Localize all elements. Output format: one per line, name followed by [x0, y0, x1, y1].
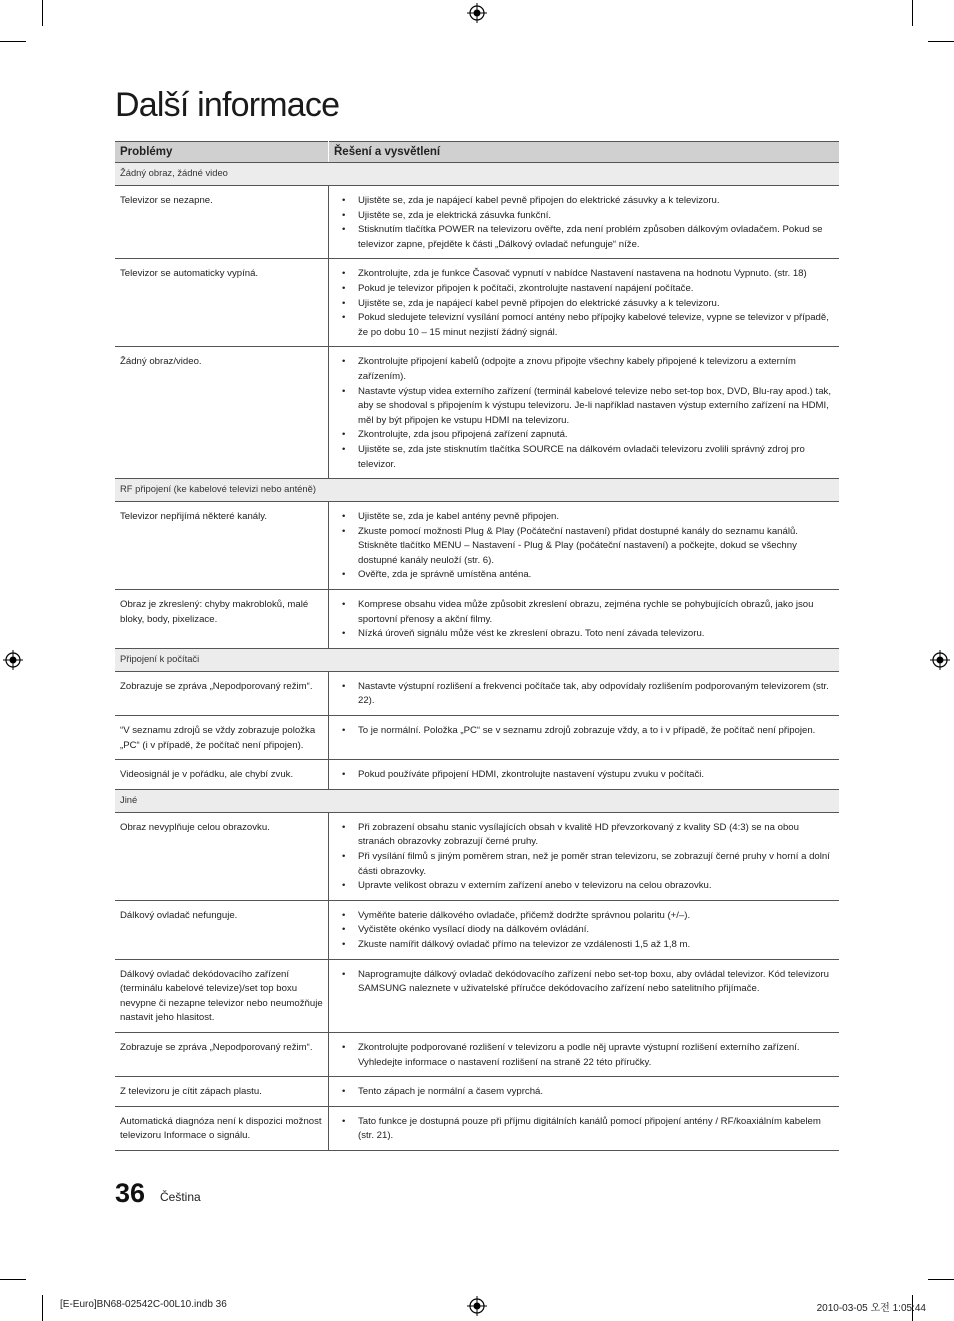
section-row: [115, 789, 839, 812]
section-row: [115, 648, 839, 671]
problem-cell: Dálkový ovladač dekódovacího zařízení (terminálu kabelové televize)/set top boxu nevypne či nezapne televizor nebo neumožňuje nastavit jeho hlasitost.: [115, 959, 329, 1032]
crop-mark: [0, 41, 26, 42]
solution-cell: [329, 959, 840, 1032]
registration-mark-icon: [467, 1296, 487, 1316]
problem-cell: Z televizoru je cítit zápach plastu.: [115, 1077, 329, 1107]
solution-cell: [329, 671, 840, 715]
solution-list: [334, 510, 834, 583]
problem-cell: Televizor se nezapne.: [115, 186, 329, 259]
section-heading: Připojení k počítači: [115, 648, 839, 671]
problem-cell: Videosignál je v pořádku, ale chybí zvuk.: [115, 760, 329, 790]
solution-cell: [329, 1106, 840, 1150]
solution-cell: [329, 760, 840, 790]
list-item: • Zkuste namířit dálkový ovladač přímo na televizor ze vzdálenosti 1,5 až 1,8 m.: [334, 938, 834, 953]
problem-cell: Televizor se automaticky vypíná.: [115, 259, 329, 347]
registration-mark-icon: [3, 650, 23, 670]
list-item: • Při vysílání filmů s jiným poměrem stran, než je poměr stran televizoru, se zobrazují černé pruhy v horní a dolní části obrazovky.: [334, 850, 834, 879]
list-item: • Nastavte výstupní rozlišení a frekvenci počítače tak, aby odpovídaly rozlišením podporovaným televizorem (str. 22).: [334, 680, 834, 709]
list-item: • Ověřte, zda je správně umístěna anténa.: [334, 568, 834, 583]
solution-cell: [329, 590, 840, 649]
solution-list: [334, 598, 834, 642]
slug-file: [E-Euro]BN68-02542C-00L10.indb 36: [60, 1299, 227, 1310]
section-heading: RF připojení (ke kabelové televizi nebo anténě): [115, 479, 839, 502]
problem-cell: Dálkový ovladač nefunguje.: [115, 900, 329, 959]
table-body: [115, 163, 839, 1151]
solution-list: [334, 821, 834, 894]
list-item: • Pokud používáte připojení HDMI, zkontrolujte nastavení výstupu zvuku v počítači.: [334, 768, 834, 783]
table-row: [115, 590, 839, 649]
list-item: • Nastavte výstup videa externího zařízení (terminál kabelové televize nebo set-top box, DVD, Blu-ray apod.) tak, aby se shodoval s připojením k výstupu televizoru. Je-li například nastaven výstup externího zařízení na HDMI, měl by být připojen ke vstupu HDMI na televizoru.: [334, 385, 834, 429]
section-row: [115, 479, 839, 502]
page-title: Další informace: [115, 86, 340, 124]
column-header-problems: Problémy: [115, 142, 329, 163]
list-item: • Stisknutím tlačítka POWER na televizoru ověřte, zda není problém způsoben dálkovým ovladačem. Pokud se televizor zapne, přejděte k části „Dálkový ovladač nefunguje“ níže.: [334, 223, 834, 252]
table-row: [115, 716, 839, 760]
problem-cell: Obraz je zkreslený: chyby makrobloků, malé bloky, body, pixelizace.: [115, 590, 329, 649]
registration-mark-icon: [930, 650, 950, 670]
solution-cell: [329, 1032, 840, 1076]
table-row: [115, 671, 839, 715]
list-item: • Zkontrolujte připojení kabelů (odpojte a znovu připojte všechny kabely připojené k televizoru a externím zařízením).: [334, 355, 834, 384]
problem-cell: Zobrazuje se zpráva „Nepodporovaný režim“.: [115, 1032, 329, 1076]
list-item: • Nízká úroveň signálu může vést ke zkreslení obrazu. Toto není závada televizoru.: [334, 627, 834, 642]
table-row: [115, 1032, 839, 1076]
table-row: [115, 760, 839, 790]
list-item: • Zkontrolujte, zda je funkce Časovač vypnutí v nabídce Nastavení nastavena na hodnotu Vypnuto. (str. 18): [334, 267, 834, 282]
solution-cell: [329, 502, 840, 590]
solution-list: [334, 267, 834, 340]
solution-cell: [329, 900, 840, 959]
solution-list: [334, 724, 834, 739]
list-item: • Ujistěte se, zda je elektrická zásuvka funkční.: [334, 209, 834, 224]
list-item: • Zkuste pomocí možnosti Plug & Play (Počáteční nastavení) přidat dostupné kanály do seznamu kanálů. Stiskněte tlačítko MENU – Nastavení - Plug & Play (počáteční nastavení) a počkejte, dokud se všechny dostupné kanály neuloží (str. 6).: [334, 525, 834, 569]
column-header-solutions: Řešení a vysvětlení: [329, 142, 840, 163]
solution-list: [334, 1115, 834, 1144]
table-row: [115, 900, 839, 959]
problem-cell: “V seznamu zdrojů se vždy zobrazuje položka „PC“ (i v případě, že počítač není připojen).: [115, 716, 329, 760]
list-item: • Vyměňte baterie dálkového ovladače, přičemž dodržte správnou polaritu (+/–).: [334, 909, 834, 924]
crop-mark: [912, 0, 913, 26]
solution-list: [334, 1041, 834, 1070]
solution-list: [334, 909, 834, 953]
troubleshooting-table: [115, 141, 839, 1151]
list-item: • Naprogramujte dálkový ovladač dekódovacího zařízení nebo set-top boxu, aby ovládal televizor. Kód televizoru SAMSUNG naleznete v uživatelské příručce dekódovacího zařízení nebo satelitního přijímače.: [334, 968, 834, 997]
list-item: • Komprese obsahu videa může způsobit zkreslení obrazu, zejména rychle se pohybujících obrazů, jako jsou sportovní přenosy a akční filmy.: [334, 598, 834, 627]
section-heading: Žádný obraz, žádné video: [115, 163, 839, 186]
list-item: • Pokud sledujete televizní vysílání pomocí antény nebo přípojky kabelové televize, vypne se televizor v případě, že po dobu 10 – 15 minut nezjistí žádný signál.: [334, 311, 834, 340]
solution-list: [334, 680, 834, 709]
problem-cell: Automatická diagnóza není k dispozici možnost televizoru Informace o signálu.: [115, 1106, 329, 1150]
list-item: • To je normální. Položka „PC“ se v seznamu zdrojů zobrazuje vždy, a to i v případě, že počítač není připojen.: [334, 724, 834, 739]
table-row: [115, 1077, 839, 1107]
solution-cell: [329, 347, 840, 479]
table-header: [115, 142, 839, 163]
page-number: 36: [115, 1178, 146, 1208]
problem-cell: Televizor nepřijímá některé kanály.: [115, 502, 329, 590]
table-row: [115, 502, 839, 590]
list-item: • Zkontrolujte, zda jsou připojená zařízení zapnutá.: [334, 428, 834, 443]
list-item: • Upravte velikost obrazu v externím zařízení anebo v televizoru na celou obrazovku.: [334, 879, 834, 894]
solution-list: [334, 1085, 834, 1100]
list-item: • Ujistěte se, zda je napájecí kabel pevně připojen do elektrické zásuvky a k televizoru.: [334, 194, 834, 209]
slug-datetime: 2010-03-05 오전 1:05:44: [816, 1303, 926, 1314]
solution-list: [334, 968, 834, 997]
solution-list: [334, 194, 834, 252]
table-row: [115, 259, 839, 347]
solution-cell: [329, 259, 840, 347]
list-item: • Ujistěte se, zda je napájecí kabel pevně připojen do elektrické zásuvky a k televizoru.: [334, 297, 834, 312]
solution-cell: [329, 1077, 840, 1107]
crop-mark: [928, 1279, 954, 1280]
list-item: • Tato funkce je dostupná pouze při příjmu digitálních kanálů pomocí připojení antény / RF/koaxiálním kabelem (str. 21).: [334, 1115, 834, 1144]
crop-mark: [42, 0, 43, 26]
list-item: • Zkontrolujte podporované rozlišení v televizoru a podle něj upravte výstupní rozlišení externího zařízení. Vyhledejte informace o nastavení rozlišení na straně 22 této příručky.: [334, 1041, 834, 1070]
list-item: • Vyčistěte okénko vysílací diody na dálkovém ovládání.: [334, 923, 834, 938]
solution-cell: [329, 716, 840, 760]
list-item: • Při zobrazení obsahu stanic vysílajících obsah v kvalitě HD převzorkovaný z kvality SD (4:3) se na obou stranách obrazovky zobrazují černé pruhy.: [334, 821, 834, 850]
crop-mark: [928, 41, 954, 42]
table-row: [115, 186, 839, 259]
table-row: [115, 959, 839, 1032]
table-row: [115, 812, 839, 900]
registration-mark-icon: [467, 3, 487, 23]
list-item: • Pokud je televizor připojen k počítači, zkontrolujte nastavení napájení počítače.: [334, 282, 834, 297]
solution-list: [334, 768, 834, 783]
problem-cell: Zobrazuje se zpráva „Nepodporovaný režim“.: [115, 671, 329, 715]
crop-mark: [42, 1295, 43, 1321]
solution-list: [334, 355, 834, 472]
crop-mark: [0, 1279, 26, 1280]
solution-cell: [329, 186, 840, 259]
section-heading: Jiné: [115, 789, 839, 812]
problem-cell: Žádný obraz/video.: [115, 347, 329, 479]
solution-cell: [329, 812, 840, 900]
problem-cell: Obraz nevyplňuje celou obrazovku.: [115, 812, 329, 900]
list-item: • Ujistěte se, zda je kabel antény pevně připojen.: [334, 510, 834, 525]
list-item: • Ujistěte se, zda jste stisknutím tlačítka SOURCE na dálkovém ovladači televizoru zvolili správný zdroj pro televizor.: [334, 443, 834, 472]
table-row: [115, 1106, 839, 1150]
list-item: • Tento zápach je normální a časem vyprchá.: [334, 1085, 834, 1100]
section-row: [115, 163, 839, 186]
footer-language: Čeština: [160, 1190, 201, 1204]
table-row: [115, 347, 839, 479]
